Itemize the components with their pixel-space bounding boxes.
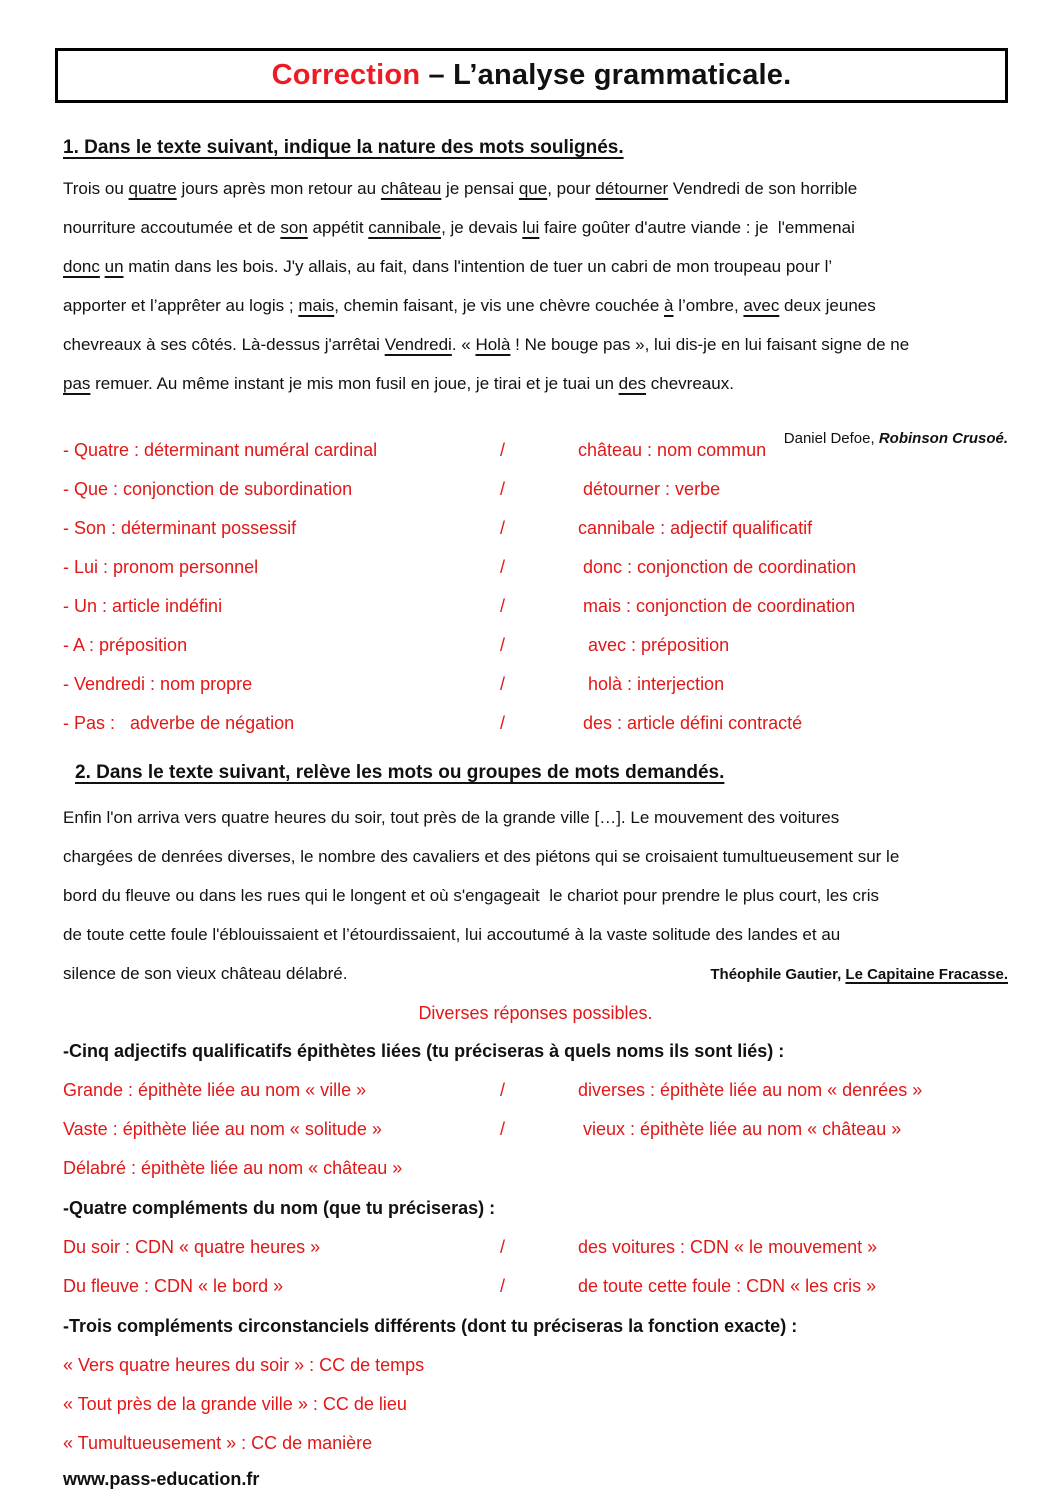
subsection-cc-heading: -Trois compléments circonstanciels différents (dont tu préciseras la fonction exacte) :: [63, 1316, 798, 1336]
answer-row: [63, 470, 1008, 509]
underlined-word: mais: [298, 296, 335, 315]
answer-left: Grande : épithète liée au nom « ville »: [63, 1080, 367, 1100]
text-segment: jours après mon retour au: [176, 179, 381, 198]
text-segment: silence de son vieux château délabré.: [63, 964, 348, 983]
answer-left: - Pas : adverbe de négation: [63, 713, 295, 733]
answer-left: - Vendredi : nom propre: [63, 674, 253, 694]
answer-left: Du fleuve : CDN « le bord »: [63, 1276, 284, 1296]
answer-right: vieux : épithète liée au nom « château »: [578, 1119, 902, 1139]
exercise1-text: [63, 169, 1008, 403]
title-box: [55, 48, 1008, 103]
text-segment: apporter et l’apprêter au logis ;: [63, 296, 299, 315]
answer-separator: /: [500, 1237, 506, 1257]
text-line: bord du fleuve ou dans les rues qui le longent et où s'engageait le chariot pour prendre le plus court, les cris: [63, 886, 879, 905]
answer-row: [63, 1228, 1008, 1267]
attribution-work: Robinson Crusoé.: [878, 430, 1008, 447]
answer-separator: /: [500, 713, 506, 733]
answer-separator: /: [500, 557, 506, 577]
text-segment: chevreaux à ses côtés. Là-dessus j'arrêtai: [63, 335, 385, 354]
underlined-word: que: [518, 179, 548, 198]
answer-left: - A : préposition: [63, 635, 188, 655]
underlined-word: lui: [522, 218, 540, 237]
answer-left: - Un : article indéfini: [63, 596, 223, 616]
page-title: – L’analyse grammaticale.: [420, 59, 792, 91]
section2-heading: 2. Dans le texte suivant, relève les mots ou groupes de mots demandés.: [75, 762, 725, 783]
subsection-cdn-heading: -Quatre compléments du nom (que tu préciseras) :: [63, 1198, 496, 1218]
answer-right: mais : conjonction de coordination: [578, 596, 856, 616]
underlined-word: à: [664, 296, 674, 315]
answer-row: [63, 548, 1008, 587]
underlined-word: Holà: [475, 335, 511, 354]
cdn-answers: [63, 1228, 1008, 1306]
answer-right: détourner : verbe: [578, 479, 721, 499]
answer-row: [63, 626, 1008, 665]
answer-right: cannibale : adjectif qualificatif: [578, 518, 813, 538]
footer-url: www.pass-education.fr: [63, 1469, 260, 1489]
answer-row: [63, 1267, 1008, 1306]
underlined-word: son: [280, 218, 308, 237]
answer-row: [63, 704, 1008, 743]
text-segment: ! Ne bouge pas », lui dis-je en lui faisant signe de ne: [510, 335, 910, 354]
attribution-author: Théophile Gautier,: [710, 966, 846, 983]
answer-right: donc : conjonction de coordination: [578, 557, 857, 577]
text-segment: remuer. Au même instant je mis mon fusil en joue, je tirai et je tuai un: [90, 374, 619, 393]
underlined-word: des: [618, 374, 647, 393]
answer-separator: /: [500, 479, 506, 499]
attribution-work: Le Capitaine Fracasse.: [845, 966, 1008, 983]
text-segment: chevreaux.: [646, 374, 734, 393]
answer-left: Délabré : épithète liée au nom « château »: [63, 1158, 403, 1178]
attribution-author: Daniel Defoe,: [783, 430, 879, 447]
exercise2-attribution: [710, 955, 1008, 994]
answer-separator: /: [500, 635, 506, 655]
text-segment: je pensai: [441, 179, 519, 198]
text-segment: appétit: [307, 218, 369, 237]
answer-line: « Vers quatre heures du soir » : CC de temps: [63, 1355, 425, 1375]
answer-left: - Lui : pronom personnel: [63, 557, 259, 577]
underlined-word: donc: [63, 257, 100, 276]
exercise1-attribution: [63, 403, 1008, 447]
text-segment: , chemin faisant, je vis une chèvre couchée: [334, 296, 665, 315]
epithets-answers: [63, 1071, 1008, 1188]
answer-separator: /: [500, 518, 506, 538]
answer-right: des : article défini contracté: [578, 713, 803, 733]
answer-right: diverses : épithète liée au nom « denrées »: [578, 1080, 923, 1100]
underlined-word: détourner: [595, 179, 669, 198]
underlined-word: pas: [63, 374, 91, 393]
answers-note: Diverses réponses possibles.: [418, 1003, 653, 1023]
underlined-word: cannibale: [368, 218, 442, 237]
answer-line: « Tout près de la grande ville » : CC de lieu: [63, 1394, 407, 1414]
answer-separator: /: [500, 1119, 506, 1139]
exercise2-text: [63, 798, 1008, 993]
underlined-word: avec: [743, 296, 780, 315]
answer-separator: [500, 1149, 578, 1188]
subsection-epithets-heading: -Cinq adjectifs qualificatifs épithètes liées (tu préciseras à quels noms ils sont liés) :: [63, 1041, 785, 1061]
answer-row: [63, 1149, 1008, 1188]
exercise1-answers: [63, 431, 1008, 743]
answer-right: château : nom commun: [578, 440, 767, 460]
answer-left: - Que : conjonction de subordination: [63, 479, 353, 499]
text-line: chargées de denrées diverses, le nombre des cavaliers et des piétons qui se croisaient tumultueusement sur le: [63, 847, 900, 866]
answer-left: - Son : déterminant possessif: [63, 518, 297, 538]
answer-row: [63, 1110, 1008, 1149]
section1-heading: 1. Dans le texte suivant, indique la nature des mots soulignés.: [63, 137, 624, 158]
answer-right: holà : interjection: [578, 674, 725, 694]
text-segment: Trois ou: [63, 179, 129, 198]
underlined-word: quatre: [128, 179, 177, 198]
answer-line: « Tumultueusement » : CC de manière: [63, 1433, 373, 1453]
underlined-word: Vendredi: [384, 335, 452, 354]
text-line: [63, 247, 1008, 286]
answer-separator: /: [500, 674, 506, 694]
answer-separator: /: [500, 440, 506, 460]
underlined-word: château: [380, 179, 442, 198]
text-line: [63, 364, 1008, 403]
text-line: [63, 169, 1008, 208]
text-line: [63, 286, 1008, 325]
text-segment: matin dans les bois. J'y allais, au fait, dans l'intention de tuer un cabri de mon troupeau pour l’: [123, 257, 833, 276]
answer-row: [63, 509, 1008, 548]
text-segment: faire goûter d'autre viande : je l'emmenai: [539, 218, 855, 237]
answer-separator: /: [500, 1080, 506, 1100]
answer-right: des voitures : CDN « le mouvement »: [578, 1237, 878, 1257]
text-segment: , pour: [547, 179, 596, 198]
cc-answers: [63, 1346, 1008, 1463]
text-line: de toute cette foule l'éblouissaient et l’étourdissaient, lui accoutumé à la vaste solitude des landes et au: [63, 925, 841, 944]
text-segment: . «: [451, 335, 476, 354]
text-segment: , je devais: [441, 218, 523, 237]
text-segment: Vendredi de son horrible: [668, 179, 858, 198]
underlined-word: un: [104, 257, 124, 276]
answer-separator: /: [500, 596, 506, 616]
answer-left: Du soir : CDN « quatre heures »: [63, 1237, 321, 1257]
worksheet-content: [63, 133, 1008, 1490]
answer-right: de toute cette foule : CDN « les cris »: [578, 1276, 877, 1296]
answer-row: [63, 587, 1008, 626]
answer-row: [63, 1071, 1008, 1110]
text-line: [63, 954, 1008, 993]
text-line: [63, 325, 1008, 364]
text-segment: l’ombre,: [673, 296, 744, 315]
answer-right: [578, 1149, 1008, 1188]
answer-separator: /: [500, 1276, 506, 1296]
answer-row: [63, 431, 1008, 470]
page-title-highlight: Correction: [271, 59, 421, 91]
answer-left: - Quatre : déterminant numéral cardinal: [63, 440, 378, 460]
text-segment: nourriture accoutumée et de: [63, 218, 281, 237]
text-line: [63, 208, 1008, 247]
answer-right: avec : préposition: [578, 635, 730, 655]
answer-row: [63, 665, 1008, 704]
text-segment: deux jeunes: [779, 296, 876, 315]
text-line: Enfin l'on arriva vers quatre heures du soir, tout près de la grande ville […]. Le mouvement des voitures: [63, 808, 840, 827]
answer-left: Vaste : épithète liée au nom « solitude »: [63, 1119, 382, 1139]
